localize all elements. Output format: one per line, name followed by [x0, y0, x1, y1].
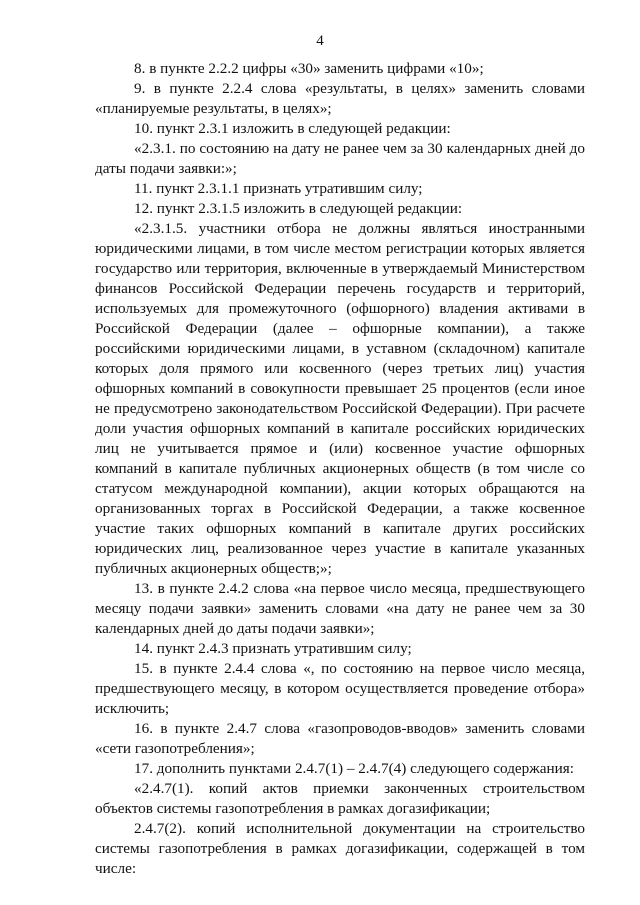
- paragraph-17: 17. дополнить пунктами 2.4.7(1) – 2.4.7(4) следующего содержания:: [134, 760, 574, 777]
- paragraph-8: 8. в пункте 2.2.2 цифры «30» заменить цифрами «10»;: [134, 60, 484, 77]
- quote-2-4-7-1: «2.4.7(1). копий актов приемки законченных строительством объектов системы газопотребления в рамках догазификации;: [95, 780, 585, 817]
- paragraph-14: 14. пункт 2.4.3 признать утратившим силу;: [134, 640, 412, 657]
- quote-2-3-1-5: «2.3.1.5. участники отбора не должны являться иностранными юридическими лицами, в том числе местом регистрации которых является государство или территория, включенные в утверждаемый Министерством финансов Российской Федерации перечень государств и территорий, используемых для промежуточного (офшорного) владения активами в Российской Федерации (далее – офшорные компании), а также российскими юридическими лицами, в уставном (складочном) капитале которых доля прямого или косвенного (через третьих лиц) участия офшорных компаний в совокупности превышает 25 процентов (если иное не предусмотрено законодательством Российской Федерации). При расчете доли участия офшорных компаний в капитале российских юридических лиц не учитывается прямое и (или) косвенное участие офшорных компаний в капитале публичных акционерных обществ (в том числе со статусом международной компании), акции которых обращаются на организованных торгах в Российской Федерации, а также косвенное участие таких офшорных компаний в капитале других российских юридических лиц, реализованное через участие в капитале указанных публичных акционерных обществ;»;: [95, 220, 585, 577]
- paragraph-10: 10. пункт 2.3.1 изложить в следующей редакции:: [134, 120, 451, 137]
- quote-2-3-1: «2.3.1. по состоянию на дату не ранее чем за 30 календарных дней до даты подачи заявки:»;: [95, 140, 585, 177]
- paragraph-13: 13. в пункте 2.4.2 слова «на первое число месяца, предшествующего месяцу подачи заявки» заменить словами «на дату не ранее чем за 30 календарных дней до даты подачи заявки»;: [95, 580, 585, 637]
- quote-2-4-7-2: 2.4.7(2). копий исполнительной документации на строительство системы газопотребления в рамках догазификации, содержащей в том числе:: [95, 820, 585, 877]
- page-number: 4: [316, 33, 324, 49]
- document-body: [95, 59, 585, 879]
- paragraph-11: 11. пункт 2.3.1.1 признать утратившим силу;: [134, 180, 423, 197]
- paragraph-16: 16. в пункте 2.4.7 слова «газопроводов-вводов» заменить словами «сети газопотребления»;: [95, 720, 585, 757]
- paragraph-12: 12. пункт 2.3.1.5 изложить в следующей редакции:: [134, 200, 463, 217]
- paragraph-9: 9. в пункте 2.2.4 слова «результаты, в целях» заменить словами «планируемые результаты, в целях»;: [95, 80, 585, 117]
- paragraph-15: 15. в пункте 2.4.4 слова «, по состоянию на первое число месяца, предшествующего месяцу, в котором осуществляется проведение отбора» исключить;: [95, 660, 585, 717]
